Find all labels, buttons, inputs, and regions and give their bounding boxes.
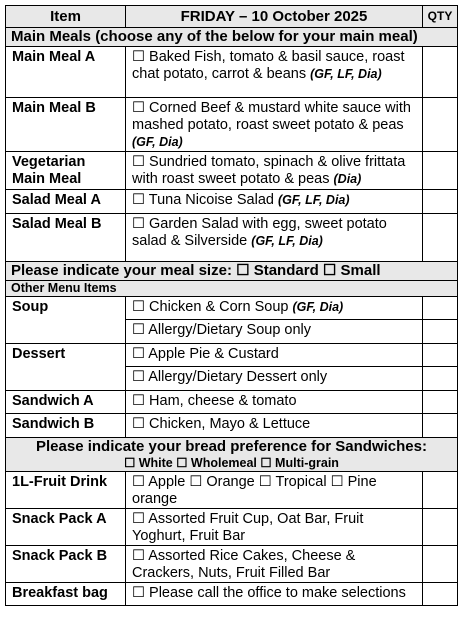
menu-row <box>6 414 458 438</box>
menu-row <box>6 152 458 190</box>
row-label: Sandwich B <box>6 414 126 438</box>
menu-option[interactable]: ☐ Tuna Nicoise Salad (GF, LF, Dia) <box>126 190 423 214</box>
menu-row <box>6 344 458 367</box>
main-meals-heading: Main Meals (choose any of the below for your main meal) <box>6 28 458 47</box>
menu-row <box>6 214 458 262</box>
qty-field[interactable] <box>423 320 458 344</box>
row-label: Snack Pack B <box>6 546 126 583</box>
qty-field[interactable] <box>423 297 458 320</box>
row-label: Sandwich A <box>6 391 126 414</box>
menu-option[interactable]: ☐ Ham, cheese & tomato <box>126 391 423 414</box>
menu-row <box>6 98 458 152</box>
menu-row <box>6 583 458 606</box>
menu-row <box>6 509 458 546</box>
day-column-header: FRIDAY – 10 October 2025 <box>126 6 423 28</box>
menu-option[interactable]: ☐ Assorted Rice Cakes, Cheese & Crackers, Nuts, Fruit Filled Bar <box>126 546 423 583</box>
header-row <box>6 6 458 28</box>
row-label: Snack Pack A <box>6 509 126 546</box>
qty-field[interactable] <box>423 47 458 98</box>
meal-size-prompt[interactable]: Please indicate your meal size: ☐ Standard ☐ Small <box>6 262 458 281</box>
diet-tag: (GF, LF, Dia) <box>310 67 382 81</box>
qty-column-header: QTY <box>423 6 458 28</box>
row-label: Main Meal A <box>6 47 126 98</box>
menu-option[interactable]: ☐ Please call the office to make selections <box>126 583 423 606</box>
diet-tag: (GF, LF, Dia) <box>278 193 350 207</box>
bread-preference-section <box>6 438 458 472</box>
row-label: Soup <box>6 297 126 344</box>
qty-field[interactable] <box>423 414 458 438</box>
qty-field[interactable] <box>423 344 458 367</box>
meal-size-section <box>6 262 458 281</box>
main-meals-section <box>6 28 458 47</box>
bread-preference-heading: Please indicate your bread preference for Sandwiches: <box>36 438 427 455</box>
qty-field[interactable] <box>423 152 458 190</box>
menu-row <box>6 391 458 414</box>
qty-field[interactable] <box>423 367 458 391</box>
menu-option[interactable]: ☐ Apple ☐ Orange ☐ Tropical ☐ Pine orange <box>126 472 423 509</box>
diet-tag: (GF, LF, Dia) <box>251 234 323 248</box>
row-label: Breakfast bag <box>6 583 126 606</box>
menu-option[interactable]: ☐ Chicken, Mayo & Lettuce <box>126 414 423 438</box>
diet-tag: (GF, Dia) <box>132 135 183 149</box>
menu-option[interactable]: ☐ Corned Beef & mustard white sauce with mashed potato, roast sweet potato & peas (GF, Dia) <box>126 98 423 152</box>
menu-option[interactable]: ☐ Apple Pie & Custard <box>126 344 423 367</box>
menu-option[interactable]: ☐ Allergy/Dietary Soup only <box>126 320 423 344</box>
menu-row <box>6 472 458 509</box>
menu-option[interactable]: ☐ Sundried tomato, spinach & olive frittata with roast sweet potato & peas (Dia) <box>126 152 423 190</box>
other-items-section <box>6 281 458 297</box>
diet-tag: (Dia) <box>333 172 362 186</box>
menu-row <box>6 546 458 583</box>
menu-option[interactable]: ☐ Assorted Fruit Cup, Oat Bar, Fruit Yoghurt, Fruit Bar <box>126 509 423 546</box>
menu-option[interactable]: ☐ Allergy/Dietary Dessert only <box>126 367 423 391</box>
menu-row <box>6 190 458 214</box>
row-label: Salad Meal A <box>6 190 126 214</box>
menu-row <box>6 47 458 98</box>
bread-preference <box>6 438 458 472</box>
row-label: Vegetarian Main Meal <box>6 152 126 190</box>
qty-field[interactable] <box>423 472 458 509</box>
qty-field[interactable] <box>423 190 458 214</box>
row-label: Main Meal B <box>6 98 126 152</box>
item-column-header: Item <box>6 6 126 28</box>
qty-field[interactable] <box>423 583 458 606</box>
qty-field[interactable] <box>423 214 458 262</box>
menu-option[interactable]: ☐ Chicken & Corn Soup (GF, Dia) <box>126 297 423 320</box>
menu-option[interactable]: ☐ Baked Fish, tomato & basil sauce, roast chat potato, carrot & beans (GF, LF, Dia) <box>126 47 423 98</box>
bread-options[interactable]: ☐ White ☐ Wholemeal ☐ Multi-grain <box>124 456 339 470</box>
qty-field[interactable] <box>423 546 458 583</box>
menu-option[interactable]: ☐ Garden Salad with egg, sweet potato salad & Silverside (GF, LF, Dia) <box>126 214 423 262</box>
qty-field[interactable] <box>423 391 458 414</box>
menu-order-table <box>5 5 458 606</box>
row-label: Dessert <box>6 344 126 391</box>
menu-row <box>6 297 458 320</box>
qty-field[interactable] <box>423 509 458 546</box>
other-items-heading: Other Menu Items <box>6 281 458 297</box>
diet-tag: (GF, Dia) <box>292 300 344 314</box>
row-label: Salad Meal B <box>6 214 126 262</box>
qty-field[interactable] <box>423 98 458 152</box>
row-label: 1L-Fruit Drink <box>6 472 126 509</box>
